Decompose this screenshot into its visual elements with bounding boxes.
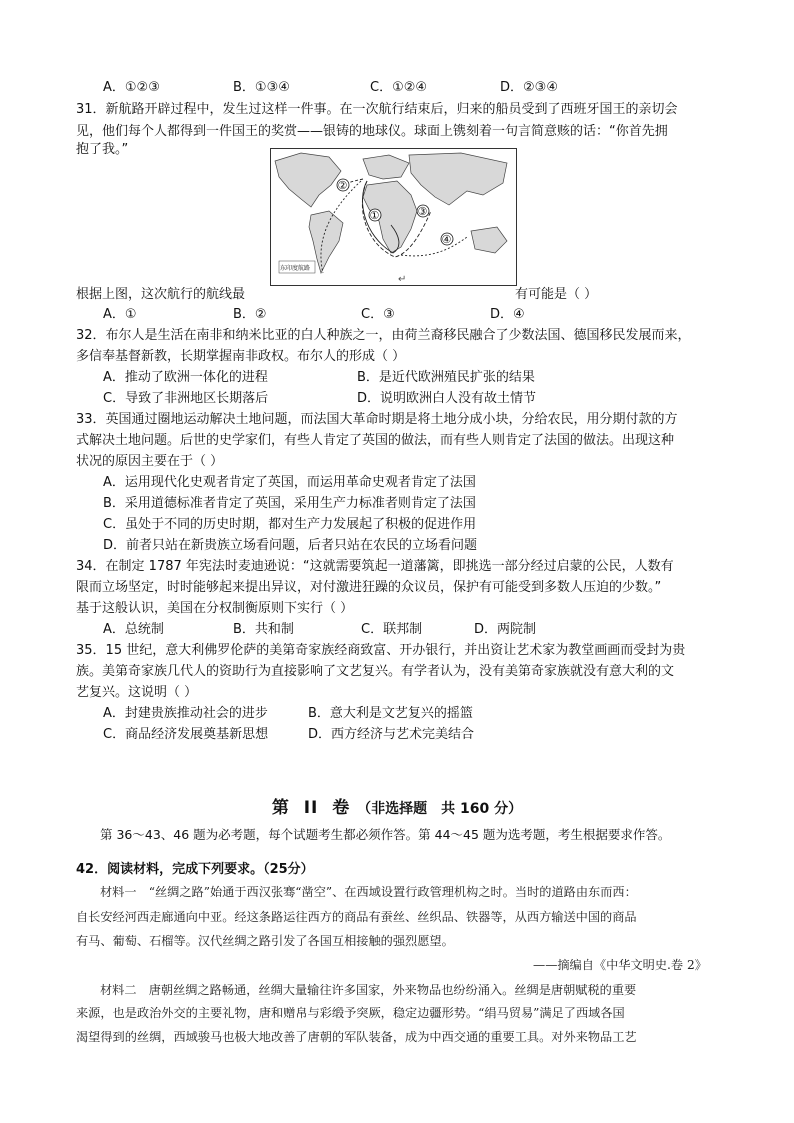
q30-option-c: C．①②④: [370, 80, 428, 95]
q33-stem-line-3: 状况的原因主要在于（ ）: [76, 454, 224, 469]
q31-question-right: 有可能是（ ）: [515, 287, 598, 302]
q33-option-b: B．采用道德标准者肯定了英国，采用生产力标准者则肯定了法国: [103, 496, 476, 511]
q32-option-b: B．是近代欧洲殖民扩张的结果: [357, 370, 535, 385]
marker-3: ③: [417, 205, 428, 218]
q35-stem-line-1: 35．15 世纪，意大利佛罗伦萨的美第奇家族经商致富、开办银行，并出资让艺术家为教堂画画而受封为贵: [76, 643, 686, 658]
q31-stem-line-1: 31．新航路开辟过程中，发生过这样一件事。在一次航行结束后，归来的船员受到了西班牙国王的亲切会: [76, 102, 678, 117]
q31-question-left: 根据上图，这次航行的航线最: [76, 287, 246, 302]
q42-material2-line-1: 材料二 唐朝丝绸之路畅通，丝绸大量输往许多国家，外来物品也纷纷涌入。丝绸是唐朝赋税的重要: [100, 983, 637, 997]
q34-stem-line-2: 限而立场坚定，时时能够起来提出异议，对付激进狂躁的众议员，保护有可能受到多数人压迫的少数。”: [76, 580, 662, 595]
q35-option-d: D．西方经济与艺术完美结合: [308, 727, 475, 742]
australia-landmass: [471, 227, 507, 253]
q34-stem-line-3: 基于这般认识，美国在分权制衡原则下实行（ ）: [76, 601, 354, 616]
q31-stem-line-3: 抱了我。”: [76, 142, 129, 157]
section-title: [0, 793, 794, 818]
section-instructions: 第 36～43、46 题为必考题，每个试题考生都必须作答。第 44～45 题为选考题，考生根据要求作答。: [100, 827, 671, 842]
world-map-figure: [271, 149, 516, 285]
q31-option-b: B．②: [233, 307, 267, 322]
q33-stem-line-2: 式解决土地问题。后世的史学家们，有些人肯定了英国的做法，而有些人则肯定了法国的做法。出现这种: [76, 433, 675, 448]
q34-stem-line-1: 34．在制定 1787 年宪法时麦迪逊说：“这就需要筑起一道藩篱，即挑选一部分经过启蒙的公民，人数有: [76, 559, 674, 574]
marker-1: ①: [369, 209, 380, 222]
q33-stem-line-1: 33．英国通过圈地运动解决土地问题，而法国大革命时期是将土地分成小块，分给农民，用分期付款的方: [76, 412, 678, 427]
q32-option-d: D．说明欧洲白人没有故土情节: [357, 391, 537, 406]
q30-option-a: A．①②③: [103, 80, 160, 95]
north-america-landmass: [275, 153, 341, 207]
q32-stem-line-2: 多信奉基督新教，长期掌握南非政权。布尔人的形成（ ）: [76, 349, 406, 364]
q35-option-c: C．商品经济发展奠基新思想: [103, 727, 269, 742]
q34-option-b: B．共和制: [233, 622, 294, 637]
q31-stem-line-2: 见，他们每个人都得到一件国王的奖赏——银铸的地球仪。球面上镌刻着一句言简意赅的话：“你首先拥: [76, 124, 668, 139]
q42-material2-line-3: 渴望得到的丝绸，西域骏马也极大地改善了唐朝的军队装备，成为中西交通的重要工具。对外来物品工艺: [76, 1030, 637, 1044]
map-caption: 东印度航路: [280, 265, 311, 272]
marker-4: ④: [441, 233, 452, 246]
q35-option-b: B．意大利是文艺复兴的摇篮: [308, 706, 473, 721]
q34-option-d: D．两院制: [474, 622, 537, 637]
q33-option-a: A．运用现代化史观者肯定了英国，而运用革命史观者肯定了法国: [103, 475, 476, 490]
q42-material1-line-1: 材料一 “丝绸之路”始通于西汉张骞“凿空”、在西域设置行政管理机构之时。当时的道路由东而西：: [100, 885, 637, 899]
asia-landmass: [409, 153, 507, 205]
q42-heading: 42．阅读材料，完成下列要求。（25分）: [76, 862, 314, 877]
section-subtitle: （非选择题 共 160 分）: [357, 801, 523, 817]
map-return-mark: ↵: [398, 274, 407, 285]
section-title-b: II: [303, 798, 319, 818]
europe-landmass: [363, 155, 409, 179]
q30-option-d: D．②③④: [500, 80, 558, 95]
q31-option-a: A．①: [103, 307, 137, 322]
q31-option-d: D．④: [490, 307, 525, 322]
q33-option-c: C．虽处于不同的历史时期，都对生产力发展起了积极的促进作用: [103, 517, 477, 532]
navigation-route-map: [270, 148, 517, 286]
q35-option-a: A．封建贵族推动社会的进步: [103, 706, 268, 721]
section-title-c: 卷: [332, 798, 351, 818]
q42-source1: ——摘编自《中华文明史.卷 2》: [533, 958, 707, 972]
q42-material1-line-3: 有马、葡萄、石榴等。汉代丝绸之路引发了各国互相接触的强烈愿望。: [76, 934, 454, 948]
q32-option-c: C．导致了非洲地区长期落后: [103, 391, 269, 406]
q32-stem-line-1: 32．布尔人是生活在南非和纳米比亚的白人种族之一，由荷兰裔移民融合了少数法国、德国移民发展而来，: [76, 328, 691, 343]
marker-2: ②: [337, 179, 348, 192]
q32-option-a: A．推动了欧洲一体化的进程: [103, 370, 268, 385]
q33-option-d: D．前者只站在新贵族立场看问题，后者只站在农民的立场看问题: [103, 538, 478, 553]
q31-option-c: C．③: [361, 307, 395, 322]
q30-option-b: B．①③④: [233, 80, 290, 95]
q34-option-c: C．联邦制: [361, 622, 423, 637]
q35-stem-line-2: 族。美第奇家族几代人的资助行为直接影响了文艺复兴。有学者认为，没有美第奇家族就没有意大利的文: [76, 664, 675, 679]
q42-material1-line-2: 自长安经河西走廊通向中亚。经这条路运往西方的商品有蚕丝、丝织品、铁器等，从西方输送中国的商品: [76, 910, 637, 924]
q34-option-a: A．总统制: [103, 622, 164, 637]
q35-stem-line-3: 艺复兴。这说明（ ）: [76, 685, 198, 700]
section-title-a: 第: [271, 798, 290, 818]
q42-material2-line-2: 来源，也是政治外交的主要礼物，唐和赠帛与彩缎予突厥，稳定边疆形势。“绢马贸易”满足了西域各国: [76, 1006, 625, 1020]
